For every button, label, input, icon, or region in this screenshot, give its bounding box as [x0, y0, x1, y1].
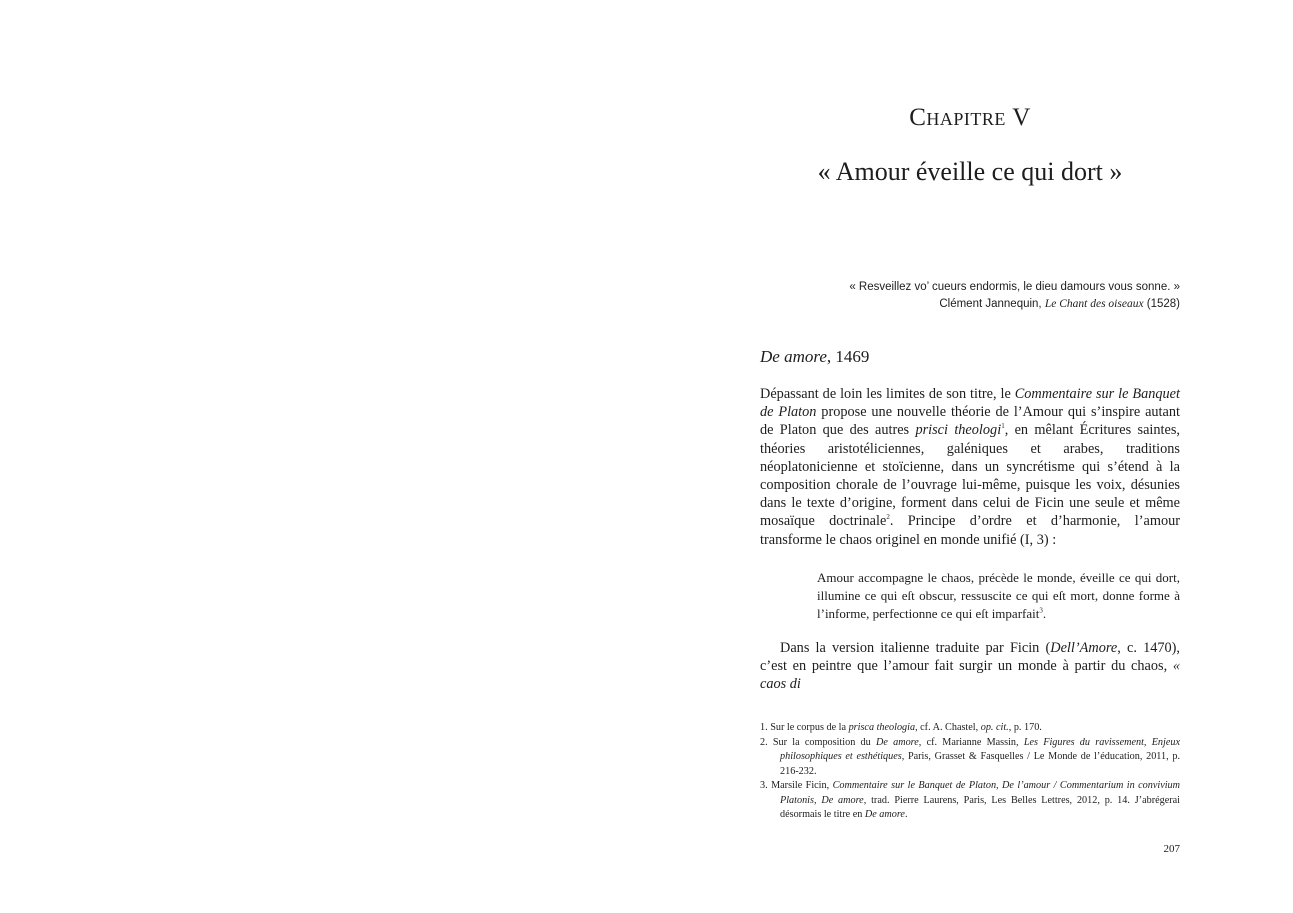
italic-run: op. cit.: [980, 722, 1009, 733]
paragraph-2: [760, 639, 1180, 694]
footnote-ref-2[interactable]: 2: [886, 513, 890, 522]
footnote-ref-1[interactable]: 1: [1001, 422, 1005, 431]
italian-quote: « caos di: [760, 658, 1180, 693]
epigraph: [760, 279, 1180, 313]
text-run: , trad. Pierre Laurens, Paris, Les Belles Lettres, 2012, p. 14. J’abrégerai désormais le titre en: [780, 794, 1180, 820]
footnotes: [760, 721, 1180, 823]
footnote-number: 3.: [760, 780, 768, 791]
latin-term: prisci theologi: [915, 422, 1002, 439]
text-run: propose une nouvelle théorie de l’Amour qui s’inspire autant de Platon que des autres: [760, 404, 1180, 439]
book-page: [760, 0, 1180, 913]
section-heading: [760, 347, 869, 367]
text-run: Dans la version italienne traduite par Ficin (: [780, 640, 1051, 656]
epigraph-work: Le Chant des oiseaux: [1044, 298, 1144, 310]
text-run: . Principe d’ordre et d’harmonie, l’amour transforme le chaos originel en monde unifié (I, 3) :: [760, 513, 1180, 548]
text-run: , Paris, Grasset & Fasquelles / Le Monde de l’éducation, 2011, p. 216-232.: [780, 751, 1181, 777]
book-title: Commentaire sur le Banquet de Platon: [760, 386, 1180, 421]
italic-run: prisca theologia: [848, 722, 916, 733]
text-run: Sur la composition du: [767, 736, 876, 748]
quote-end: .: [1042, 606, 1047, 621]
footnote-number: 1.: [760, 722, 768, 733]
epigraph-attribution: [760, 296, 1180, 313]
italic-run: Commentaire sur le Banquet de Platon, De l’amour / Commentarium in convivium Platonis, De amore: [780, 780, 1181, 806]
text-run: , cf. Marianne Massin,: [918, 736, 1024, 748]
footnote-2: [760, 736, 1180, 780]
footnote-1: [760, 721, 1180, 736]
footnote-3: [760, 779, 1180, 823]
epigraph-author: Clément Jannequin,: [939, 298, 1042, 310]
section-title-italic: De amore: [760, 347, 827, 366]
text-run: Sur le corpus de la: [767, 722, 849, 733]
text-run: , en mêlant Écritures saintes, théories aristotéliciennes, galéniques et arabes, traditions néoplatonicienne et stoïcienne, dans un syncrétisme qui s’étend à la composition chorale de l’ouvrage lui-même, puisque les voix, désunies dans le texte d’origine, forment dans celui de Ficin une seule et même mosaïque doctrinale: [760, 422, 1181, 530]
text-run: .: [904, 809, 908, 820]
italic-run: De amore: [864, 809, 905, 820]
section-title-rest: , 1469: [826, 347, 870, 366]
text-run: , p. 170.: [1008, 722, 1042, 733]
chapter-title: « Amour éveille ce qui dort »: [817, 157, 1123, 186]
footnote-number: 2.: [760, 736, 768, 748]
text-run: , cf. A. Chastel,: [915, 722, 981, 733]
italic-run: De amore: [875, 736, 919, 748]
block-quote: [817, 569, 1180, 623]
footnote-ref-3[interactable]: 3: [1039, 606, 1043, 615]
paragraph-1: [760, 385, 1180, 549]
text-run: , c. 1470), c’est en peintre que l’amour fait surgir un monde à partir du chaos,: [760, 640, 1180, 675]
book-title: Dell’Amore: [1050, 640, 1118, 656]
text-run: Dépassant de loin les limites de son titre, le: [760, 386, 1015, 402]
quote-text: Amour accompagne le chaos, précède le monde, éveille ce qui dort, illumine ce qui eſt obscur, ressuscite ce qui eſt mort, donne forme à l’informe, perfectionne ce qui eſt imparfait: [817, 570, 1180, 621]
page-number: 207: [1163, 843, 1180, 855]
text-run: Marsile Ficin,: [767, 780, 833, 791]
chapter-label: Chapitre V: [909, 104, 1031, 131]
epigraph-quote: « Resveillez vo’ cueurs endormis, le dieu damours vous sonne. »: [849, 281, 1180, 293]
italic-run: Les Figures du ravissement, Enjeux philosophiques et esthétiques: [780, 736, 1180, 762]
epigraph-year: (1528): [1146, 298, 1180, 310]
